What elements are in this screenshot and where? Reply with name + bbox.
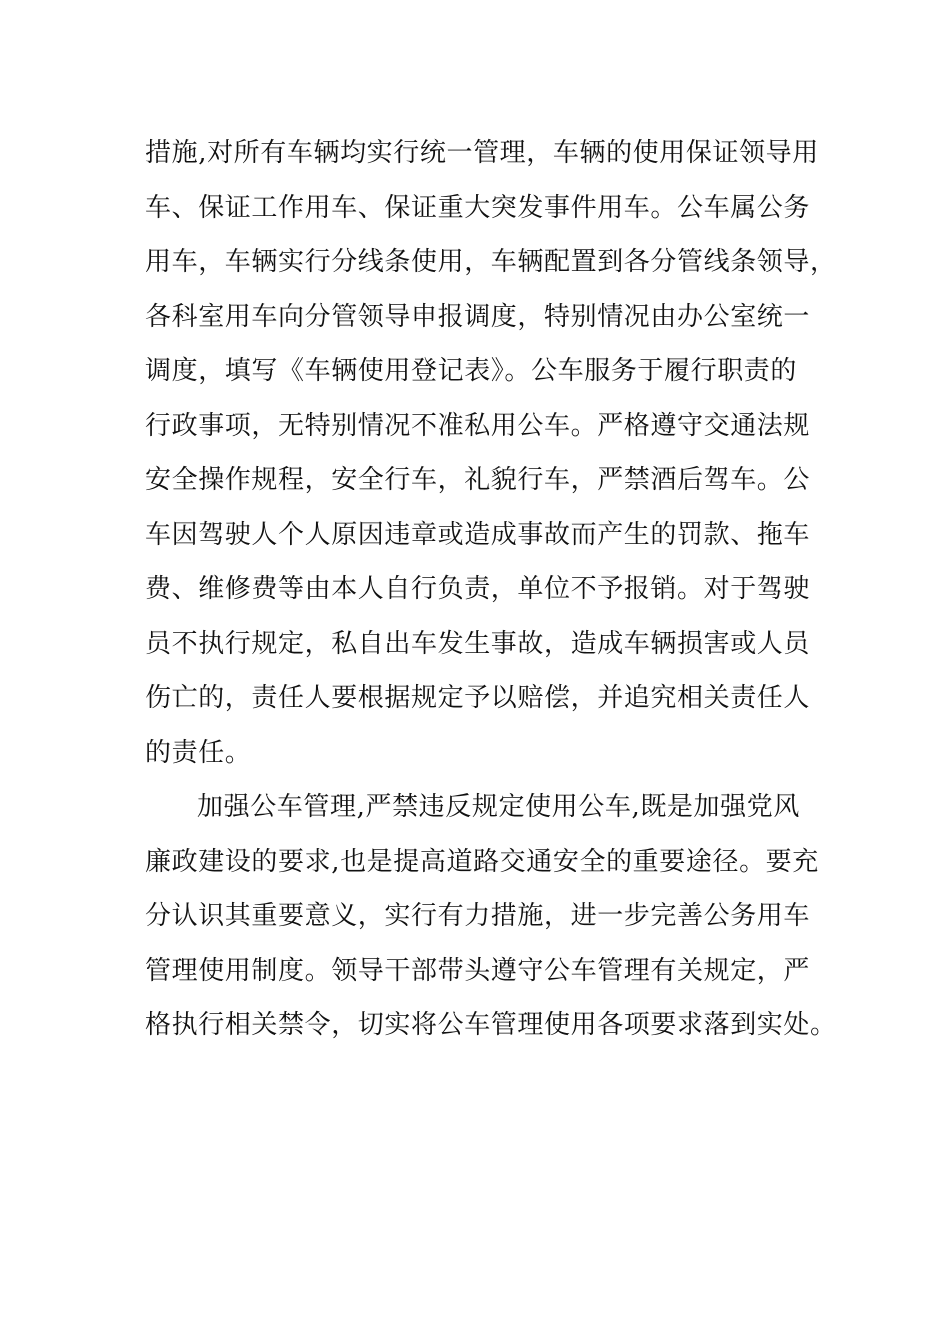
text-line: 用车，车辆实行分线条使用，车辆配置到各分管线条领导， [145,247,837,277]
text-line: 格执行相关禁令，切实将公车管理使用各项要求落到实处。 [145,1010,837,1040]
paragraph-management-conclusion [145,780,837,1053]
text-line: 伤亡的，责任人要根据规定予以赔偿，并追究相关责任人 [145,683,811,713]
text-line-indented: 加强公车管理,严禁违反规定使用公车,既是加强党风 [197,792,800,822]
text-line: 员不执行规定，私自出车发生事故，造成车辆损害或人员 [145,628,811,659]
text-line: 调度，填写《车辆使用登记表》。公车服务于履行职责的 [145,356,798,386]
text-line: 各科室用车向分管领导申报调度，特别情况由办公室统一 [145,301,811,332]
text-line: 的责任。 [145,737,252,768]
text-line: 措施,对所有车辆均实行统一管理，车辆的使用保证领导用 [145,138,819,168]
text-line: 廉政建设的要求,也是提高道路交通安全的重要途径。要充 [145,846,819,877]
text-line: 车、保证工作用车、保证重大突发事件用车。公车属公务 [145,192,811,223]
text-line: 分认识其重要意义，实行有力措施，进一步完善公务用车 [145,901,811,931]
document-body [145,126,837,1053]
text-line: 车因驾驶人个人原因违章或造成事故而产生的罚款、拖车 [145,519,811,550]
text-line: 行政事项，无特别情况不准私用公车。严格遵守交通法规 [145,410,811,441]
text-line: 安全操作规程，安全行车，礼貌行车，严禁酒后驾车。公 [145,465,811,495]
text-line: 费、维修费等由本人自行负责，单位不予报销。对于驾驶 [145,574,811,604]
text-line: 管理使用制度。领导干部带头遵守公车管理有关规定，严 [145,955,811,986]
paragraph-vehicle-rules [145,126,837,780]
